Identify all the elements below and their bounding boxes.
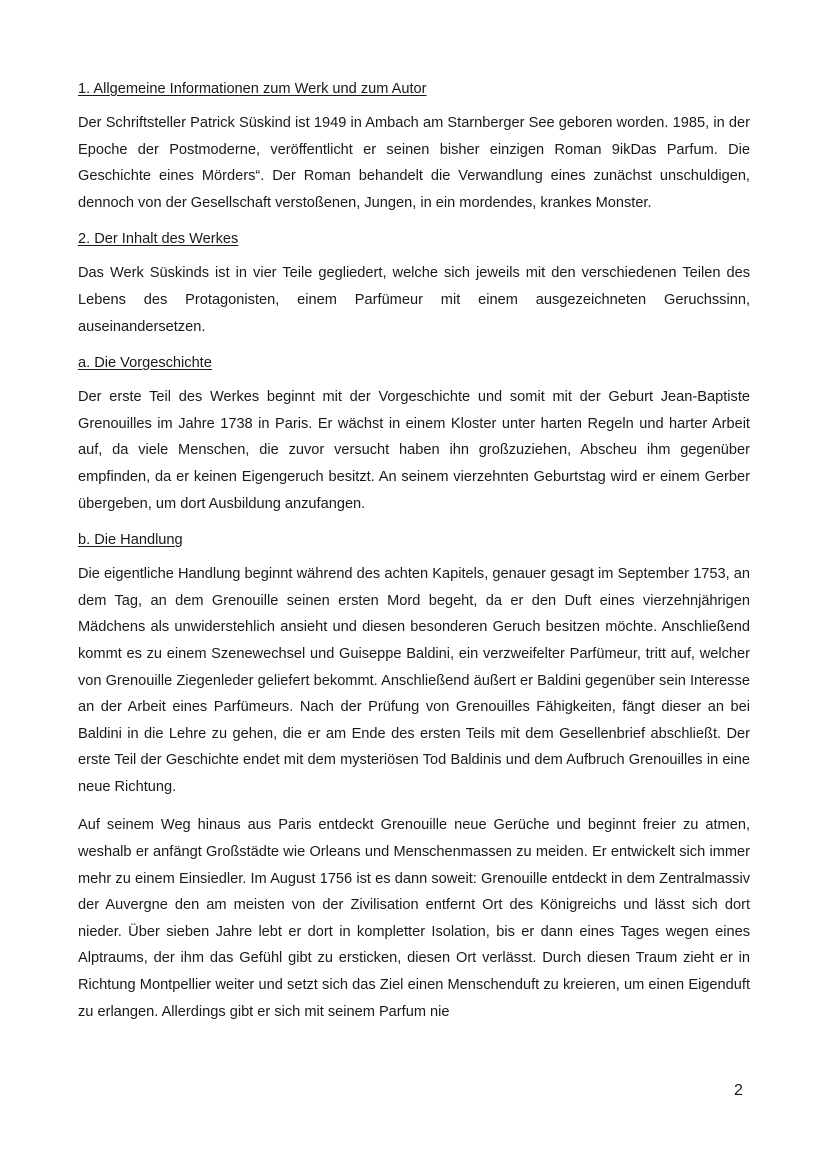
paragraph-prehistory: Der erste Teil des Werkes beginnt mit der Vorgeschichte und somit mit der Geburt Jean-Baptiste Grenouilles im Jahre 1738 in Paris. Er wächst in einem Kloster unter harten Regeln und harter Arbeit auf, da viele Menschen, die zuvor versucht haben ihn großzuziehen, Abscheu ihm gegenüber empfinden, da er keinen Eigengeruch besitzt. An seinem vierzehnten Geburtstag wird er einem Gerber übergeben, um dort Ausbildung anzufangen. [78, 389, 750, 512]
section-heading-plot: b. Die Handlung [78, 532, 183, 549]
paragraph-plot-part-one: Die eigentliche Handlung beginnt während des achten Kapitels, genauer gesagt im September 1753, an dem Tag, an dem Grenouille seinen ersten Mord begeht, da er den Duft eines vierzehnjährigen Mädchens als unwiderstehlich ansieht und diesen besonderen Geruch besitzen möchte. Anschließend kommt es zu einem Szenewechsel und Guiseppe Baldini, ein verzweifelter Parfümeur, tritt auf, welcher von Grenouille Ziegenleder geliefert bekommt. Anschließend äußert er Baldini gegenüber sein Interesse an der Arbeit eines Parfümeurs. Nach der Prüfung von Grenouilles Fähigkeiten, fängt dieser an bei Baldini in die Lehre zu gehen, die er am Ende des ersten Teils mit dem Gesellenbrief abschließt. Der erste Teil der Geschichte endet mit dem mysteriösen Tod Baldinis und dem Aufbruch Grenouilles in eine neue Richtung. [78, 566, 750, 795]
page-content [78, 78, 750, 1037]
paragraph-structure: Das Werk Süskinds ist in vier Teile gegliedert, welche sich jeweils mit den verschiedenen Teilen des Lebens des Protagonisten, einem Parfümeur mit einem ausgezeichneten Geruchssinn, auseinandersetzen. [78, 265, 750, 335]
page-number: 2 [734, 1082, 743, 1099]
paragraph-plot-part-two: Auf seinem Weg hinaus aus Paris entdeckt Grenouille neue Gerüche und beginnt freier zu atmen, weshalb er anfängt Großstädte wie Orleans und Menschenmassen zu meiden. Er entwickelt sich immer mehr zu einem Einsiedler. Im August 1756 ist es dann soweit: Grenouille entdeckt in dem Zentralmassiv der Auvergne den am meisten von der Zivilisation entfernt Ort des Königreichs und lässt sich dort nieder. Über sieben Jahre lebt er dort in kompletter Isolation, bis er dann eines Tages wegen eines Alptraums, der ihm das Gefühl gibt zu ersticken, diesen Ort verlässt. Durch diesen Traum zieht er in Richtung Montpellier weiter und setzt sich das Ziel einen Menschenduft zu kreieren, um einen Eigenduft zu erlangen. Allerdings gibt er sich mit seinem Parfum nie [78, 817, 750, 1020]
section-heading-general-info: 1. Allgemeine Informationen zum Werk und zum Autor [78, 81, 427, 97]
section-heading-content: 2. Der Inhalt des Werkes [78, 231, 239, 248]
section-heading-prehistory: a. Die Vorgeschichte [78, 355, 212, 372]
paragraph-author-info: Der Schriftsteller Patrick Süskind ist 1949 in Ambach am Starnberger See geboren worden. 1985, in der Epoche der Postmoderne, veröffentlicht er seinen bisher einzigen Roman 9ikDas Parfum. Die Geschichte eines Mörders“. Der Roman behandelt die Verwandlung eines zunächst unschuldigen, dennoch von der Gesellschaft verstoßenen, Jungen, in ein mordendes, krankes Monster. [78, 115, 750, 211]
